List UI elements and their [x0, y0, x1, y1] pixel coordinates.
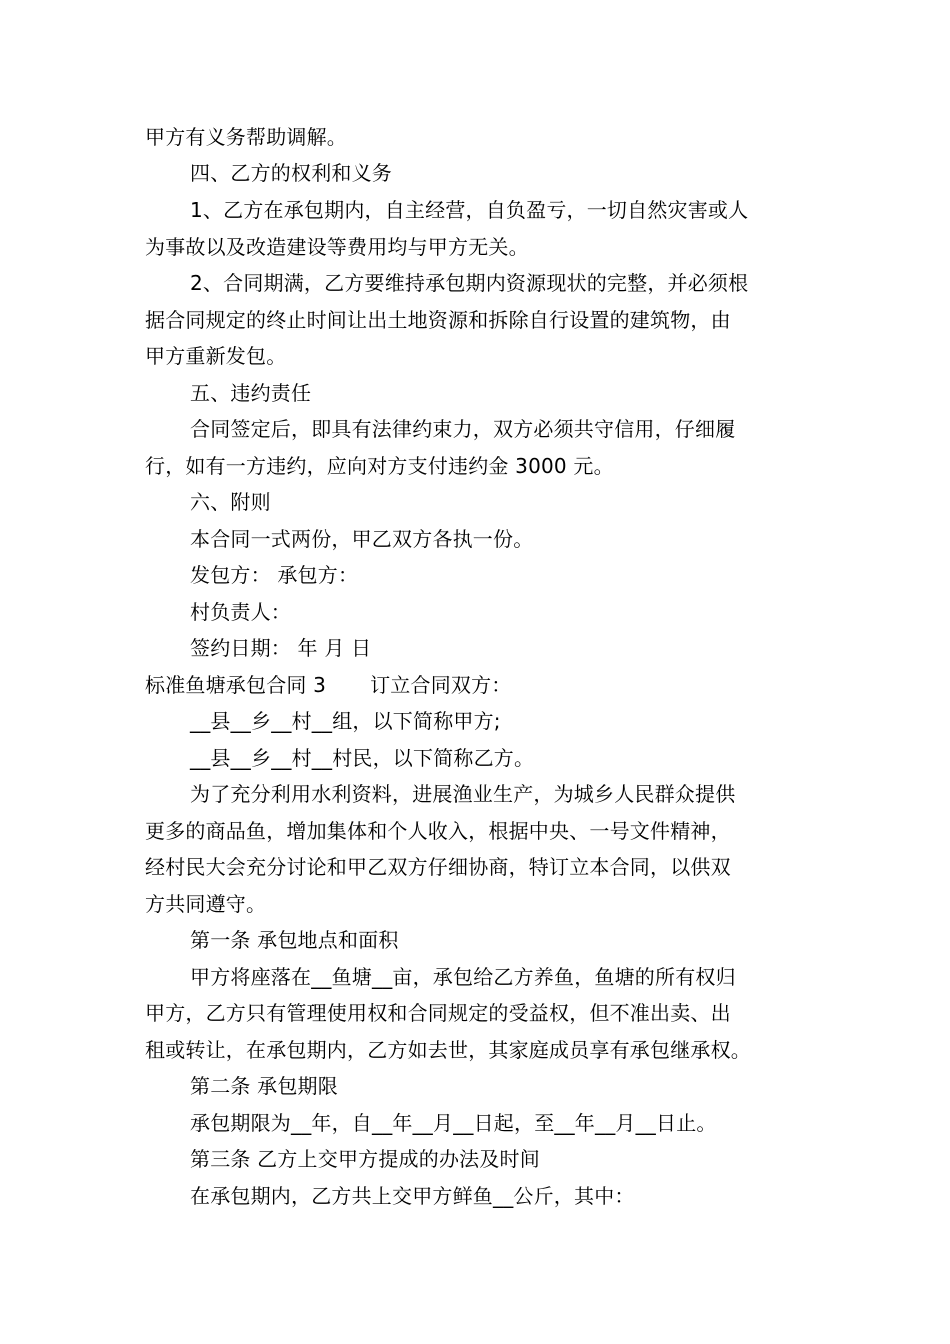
text-line: 合同签定后，即具有法律约束力，双方必须共守信用，仔细履	[190, 417, 736, 441]
text-line: 本合同一式两份，甲乙双方各执一份。	[190, 527, 534, 551]
contract-title-line	[145, 672, 512, 698]
text-line: 甲方重新发包。	[145, 344, 287, 368]
text-line: 经村民大会充分讨论和甲乙双方仔细协商，特订立本合同，以供双	[145, 855, 731, 879]
date-line: 签约日期： 年 月 日	[190, 636, 372, 660]
text-line: 为了充分利用水利资料，进展渔业生产，为城乡人民群众提供	[190, 782, 736, 806]
text-line: 承包期限为__年，自__年__月__日起，至__年__月__日止。	[190, 1111, 717, 1135]
text-line: 更多的商品鱼，增加集体和个人收入，根据中央、一号文件精神，	[145, 819, 731, 843]
signature-line: 村负责人：	[190, 600, 291, 624]
text-line: 甲方有义务帮助调解。	[145, 125, 347, 149]
text-line: 据合同规定的终止时间让出土地资源和拆除自行设置的建筑物，由	[145, 308, 731, 332]
contract-title: 标准鱼塘承包合同 3	[145, 673, 327, 697]
text-line: __县__乡__村__组，以下简称甲方;	[190, 709, 501, 733]
section-heading: 六、附则	[190, 490, 271, 514]
section-heading: 四、乙方的权利和义务	[190, 161, 392, 185]
text-line: __县__乡__村__村民，以下简称乙方。	[190, 746, 535, 770]
section-heading: 第二条 承包期限	[190, 1074, 338, 1098]
text-line: 为事故以及改造建设等费用均与甲方无关。	[145, 235, 529, 259]
text-line: 2、合同期满，乙方要维持承包期内资源现状的完整，并必须根	[190, 271, 749, 295]
text-line: 1、乙方在承包期内，自主经营，自负盈亏，一切自然灾害或人	[190, 198, 749, 222]
section-heading: 第一条 承包地点和面积	[190, 928, 399, 952]
signature-line: 发包方： 承包方：	[190, 563, 359, 587]
section-heading: 第三条 乙方上交甲方提成的办法及时间	[190, 1147, 540, 1171]
text-line: 甲方，乙方只有管理使用权和合同规定的受益权，但不准出卖、出	[145, 1001, 731, 1025]
text-line: 甲方将座落在__鱼塘__亩，承包给乙方养鱼，鱼塘的所有权归	[190, 965, 736, 989]
text-line: 在承包期内，乙方共上交甲方鲜鱼__公斤，其中：	[190, 1184, 635, 1208]
text-line: 方共同遵守。	[145, 892, 267, 916]
contract-parties-label: 订立合同双方：	[370, 673, 512, 697]
section-heading: 五、违约责任	[190, 381, 312, 405]
text-line: 租或转让，在承包期内，乙方如去世，其家庭成员享有承包继承权。	[145, 1038, 751, 1062]
text-line: 行，如有一方违约，应向对方支付违约金 3000 元。	[145, 454, 614, 478]
